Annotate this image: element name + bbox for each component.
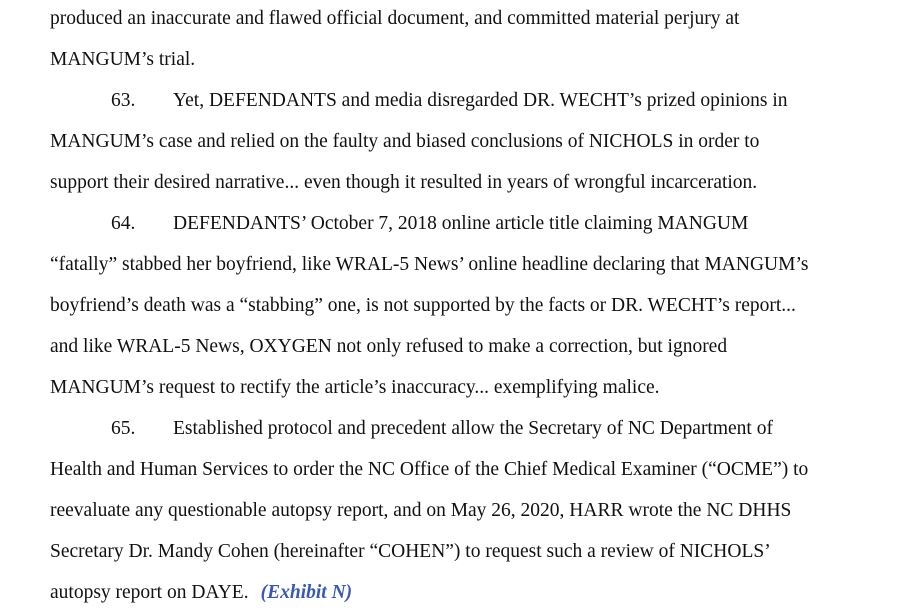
text-line: support their desired narrative... even though it resulted in years of wrongful incarceration. [50,172,758,193]
text-line: MANGUM’s trial. [50,49,196,70]
paragraph-number: 65. [111,418,136,439]
text-line: MANGUM’s request to rectify the article’s inaccuracy... exemplifying malice. [50,377,660,398]
paragraph-number: 63. [111,90,136,111]
text-line: produced an inaccurate and flawed official document, and committed material perjury at [50,8,740,29]
text-line: autopsy report on DAYE. [50,582,249,603]
text-line: DEFENDANTS’ October 7, 2018 online article title claiming MANGUM [173,213,749,234]
text-line: MANGUM’s case and relied on the faulty and biased conclusions of NICHOLS in order to [50,131,760,152]
text-line: and like WRAL-5 News, OXYGEN not only refused to make a correction, but ignored [50,336,728,357]
paragraph-number: 64. [111,213,136,234]
text-line: Secretary Dr. Mandy Cohen (hereinafter “COHEN”) to request such a review of NICHOLS’ [50,541,771,562]
text-line: Health and Human Services to order the NC Office of the Chief Medical Examiner (“OCME”) to [50,459,809,480]
paragraph-65-first-line [50,417,773,441]
text-line: Yet, DEFENDANTS and media disregarded DR. WECHT’s prized opinions in [173,90,788,111]
exhibit-reference: (Exhibit N) [260,582,353,603]
paragraph-64-first-line [50,212,748,236]
paragraph-63-first-line [50,89,788,113]
text-line: “fatally” stabbed her boyfriend, like WRAL-5 News’ online headline declaring that MANGUM’s [50,254,809,275]
text-line: reevaluate any questionable autopsy report, and on May 26, 2020, HARR wrote the NC DHHS [50,500,792,521]
text-line: Established protocol and precedent allow the Secretary of NC Department of [173,418,773,439]
text-line: boyfriend’s death was a “stabbing” one, is not supported by the facts or DR. WECHT’s report... [50,295,796,316]
paragraph-65-last-line [50,581,352,605]
